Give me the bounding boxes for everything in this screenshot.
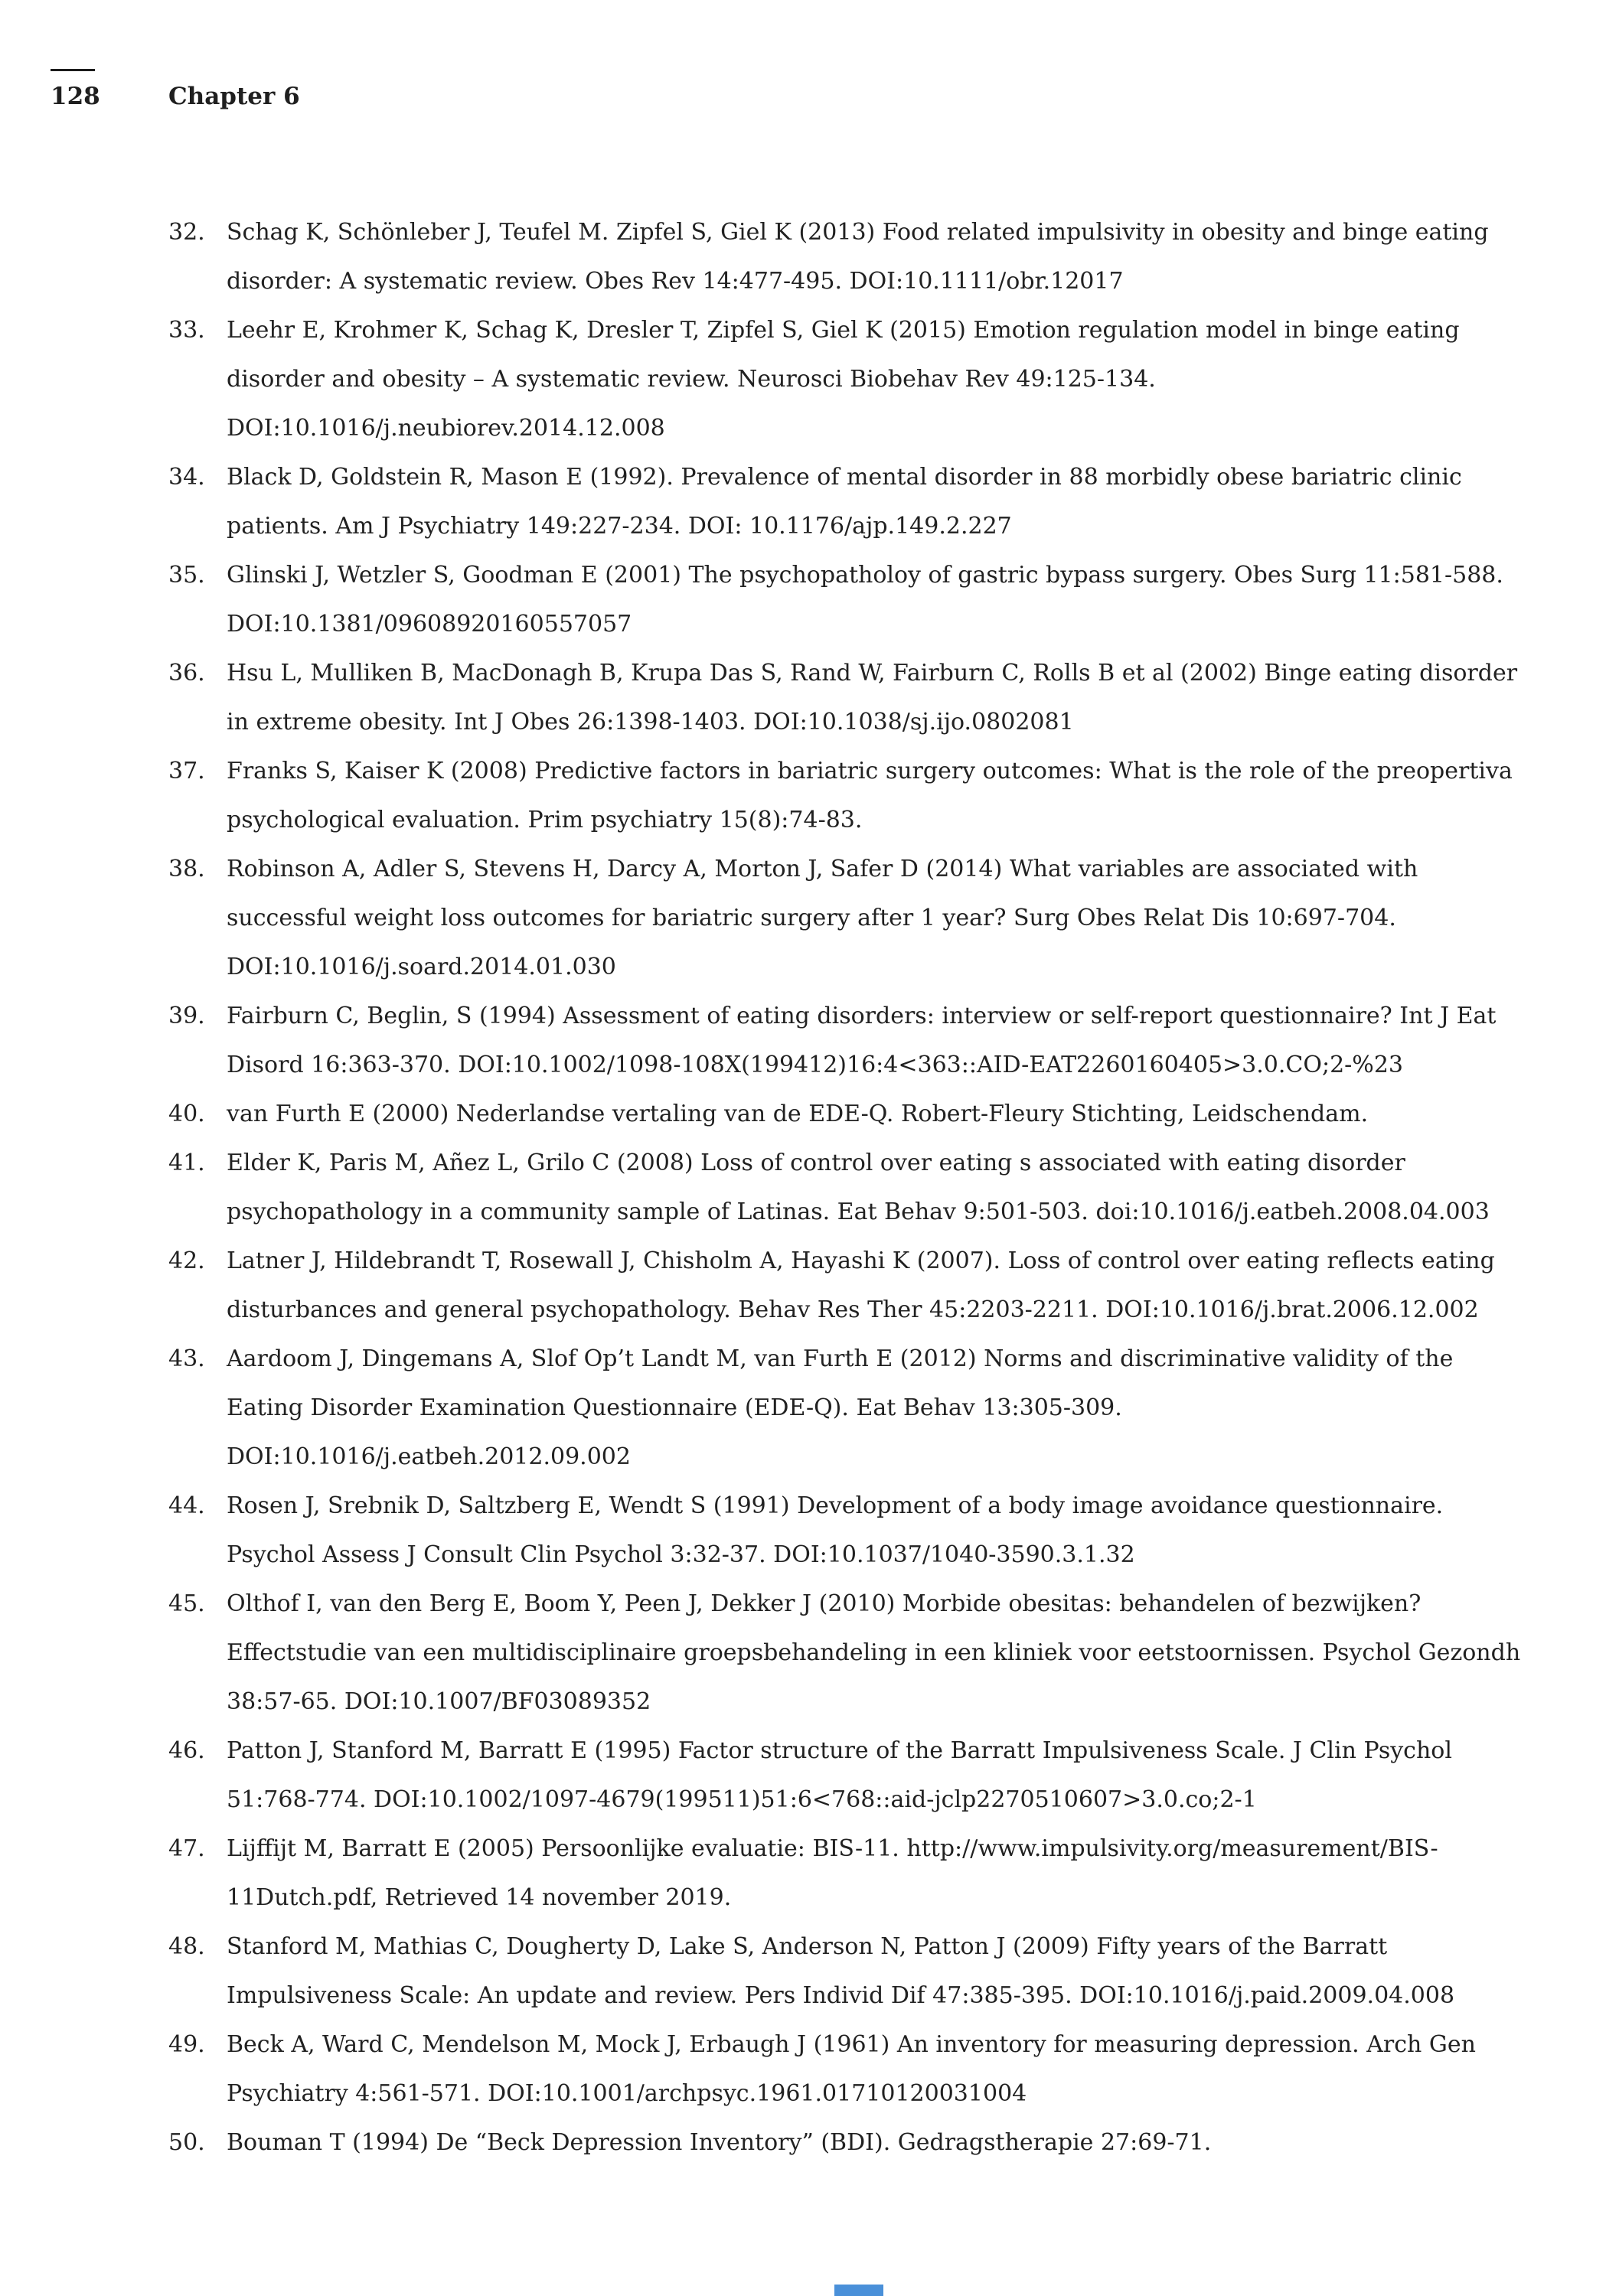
reference-text: Black D, Goldstein R, Mason E (1992). Prevalence of mental disorder in 88 morbidly obese bariatric clinic patients. Am J Psychiatry 149:227-234. DOI: 10.1176/ajp.149.2.227 <box>227 464 1462 540</box>
reference-text: Schag K, Schönleber J, Teufel M. Zipfel S, Giel K (2013) Food related impulsivity in obesity and binge eating disorder: A systematic review. Obes Rev 14:477-495. DOI:10.1111/obr.12017 <box>227 219 1489 295</box>
reference-number: 38. <box>168 856 205 882</box>
reference-text: Leehr E, Krohmer K, Schag K, Dresler T, Zipfel S, Giel K (2015) Emotion regulation model in binge eating disorder and obesity – A systematic review. Neurosci Biobehav Rev 49:125-134. DOI:10.1016/j.neubiorev.2014.12.008 <box>227 317 1460 442</box>
reference-number: 43. <box>168 1345 205 1372</box>
reference-number: 49. <box>168 2031 205 2058</box>
chapter-title: Chapter 6 <box>168 83 300 110</box>
reference-item <box>0 649 1526 747</box>
reference-number: 35. <box>168 562 205 589</box>
reference-text: Fairburn C, Beglin, S (1994) Assessment of eating disorders: interview or self-report questionnaire? Int J Eat Disord 16:363-370. DOI:10.1002/1098-108X(199412)16:4<363::AID-EAT2260160405>3.0.CO;2-%23 <box>227 1003 1497 1078</box>
reference-text: Hsu L, Mulliken B, MacDonagh B, Krupa Das S, Rand W, Fairburn C, Rolls B et al (2002) Binge eating disorder in extreme obesity. Int J Obes 26:1398-1403. DOI:10.1038/sj.ijo.0802081 <box>227 660 1518 735</box>
reference-item <box>0 2118 1526 2167</box>
reference-item <box>0 306 1526 453</box>
reference-number: 50. <box>168 2129 205 2156</box>
reference-item <box>0 1923 1526 2020</box>
reference-text: Beck A, Ward C, Mendelson M, Mock J, Erbaugh J (1961) An inventory for measuring depression. Arch Gen Psychiatry 4:561-571. DOI:10.1001/archpsyc.1961.01710120031004 <box>227 2031 1476 2107</box>
reference-text: Lijffijt M, Barratt E (2005) Persoonlijke evaluatie: BIS-11. http://www.impulsivity.org/measurement/BIS-11Dutch.pdf, Retrieved 14 november 2019. <box>227 1835 1438 1911</box>
reference-text: Patton J, Stanford M, Barratt E (1995) Factor structure of the Barratt Impulsiveness Scale. J Clin Psychol 51:768-774. DOI:10.1002/1097-4679(199511)51:6<768::aid-jclp2270510607>3.0.co;2-1 <box>227 1737 1452 1813</box>
reference-text: Franks S, Kaiser K (2008) Predictive factors in bariatric surgery outcomes: What is the role of the preopertiva psychological evaluation. Prim psychiatry 15(8):74-83. <box>227 758 1513 833</box>
reference-text: Aardoom J, Dingemans A, Slof Op’t Landt M, van Furth E (2012) Norms and discriminative validity of the Eating Disorder Examination Questionnaire (EDE-Q). Eat Behav 13:305-309. DOI:10.1016/j.eatbeh.2012.09.002 <box>227 1345 1454 1470</box>
reference-text: Olthof I, van den Berg E, Boom Y, Peen J, Dekker J (2010) Morbide obesitas: behandelen of bezwijken? Effectstudie van een multidisciplinaire groepsbehandeling in een kliniek voor eetstoornissen. Psychol Gezondh 38:57-65. DOI:10.1007/BF03089352 <box>227 1590 1521 1715</box>
reference-item <box>0 1090 1526 1139</box>
reference-text: Elder K, Paris M, Añez L, Grilo C (2008) Loss of control over eating s associated with eating disorder psychopathology in a community sample of Latinas. Eat Behav 9:501-503. doi:10.1016/j.eatbeh.2008.04.003 <box>227 1150 1490 1225</box>
reference-item <box>0 992 1526 1090</box>
page-number-rule <box>51 69 95 71</box>
reference-text: van Furth E (2000) Nederlandse vertaling van de EDE-Q. Robert-Fleury Stichting, Leidschendam. <box>227 1101 1369 1127</box>
page-tab-marker <box>834 2285 883 2296</box>
reference-item <box>0 747 1526 845</box>
reference-number: 39. <box>168 1003 205 1029</box>
reference-list <box>0 208 1526 2167</box>
reference-item <box>0 1580 1526 1727</box>
reference-item <box>0 1335 1526 1482</box>
reference-number: 47. <box>168 1835 205 1862</box>
reference-number: 41. <box>168 1150 205 1176</box>
reference-item <box>0 845 1526 992</box>
reference-item <box>0 453 1526 551</box>
reference-item <box>0 1237 1526 1335</box>
reference-number: 44. <box>168 1492 205 1519</box>
reference-item <box>0 1482 1526 1580</box>
reference-text: Latner J, Hildebrandt T, Rosewall J, Chisholm A, Hayashi K (2007). Loss of control over eating reflects eating disturbances and general psychopathology. Behav Res Ther 45:2203-2211. DOI:10.1016/j.brat.2006.12.002 <box>227 1247 1495 1323</box>
page-number: 128 <box>51 83 100 110</box>
reference-text: Rosen J, Srebnik D, Saltzberg E, Wendt S (1991) Development of a body image avoidance questionnaire. Psychol Assess J Consult Clin Psychol 3:32-37. DOI:10.1037/1040-3590.3.1.32 <box>227 1492 1444 1568</box>
reference-number: 46. <box>168 1737 205 1764</box>
reference-text: Glinski J, Wetzler S, Goodman E (2001) The psychopatholoy of gastric bypass surgery. Obes Surg 11:581-588. DOI:10.1381/09608920160557057 <box>227 562 1503 638</box>
reference-item <box>0 551 1526 649</box>
reference-text: Stanford M, Mathias C, Dougherty D, Lake S, Anderson N, Patton J (2009) Fifty years of the Barratt Impulsiveness Scale: An update and review. Pers Individ Dif 47:385-395. DOI:10.1016/j.paid.2009.04.008 <box>227 1933 1455 2009</box>
reference-text: Bouman T (1994) De “Beck Depression Inventory” (BDI). Gedragstherapie 27:69-71. <box>227 2129 1212 2156</box>
reference-number: 45. <box>168 1590 205 1617</box>
reference-text: Robinson A, Adler S, Stevens H, Darcy A, Morton J, Safer D (2014) What variables are associated with successful weight loss outcomes for bariatric surgery after 1 year? Surg Obes Relat Dis 10:697-704. DOI:10.1016/j.soard.2014.01.030 <box>227 856 1418 980</box>
reference-number: 40. <box>168 1101 205 1127</box>
reference-item <box>0 1139 1526 1237</box>
reference-number: 32. <box>168 219 205 246</box>
reference-item <box>0 1825 1526 1923</box>
reference-number: 37. <box>168 758 205 784</box>
reference-number: 34. <box>168 464 205 491</box>
reference-number: 33. <box>168 317 205 344</box>
reference-item <box>0 1727 1526 1825</box>
reference-item <box>0 208 1526 306</box>
reference-number: 48. <box>168 1933 205 1960</box>
reference-number: 42. <box>168 1247 205 1274</box>
reference-number: 36. <box>168 660 205 687</box>
reference-item <box>0 2020 1526 2118</box>
